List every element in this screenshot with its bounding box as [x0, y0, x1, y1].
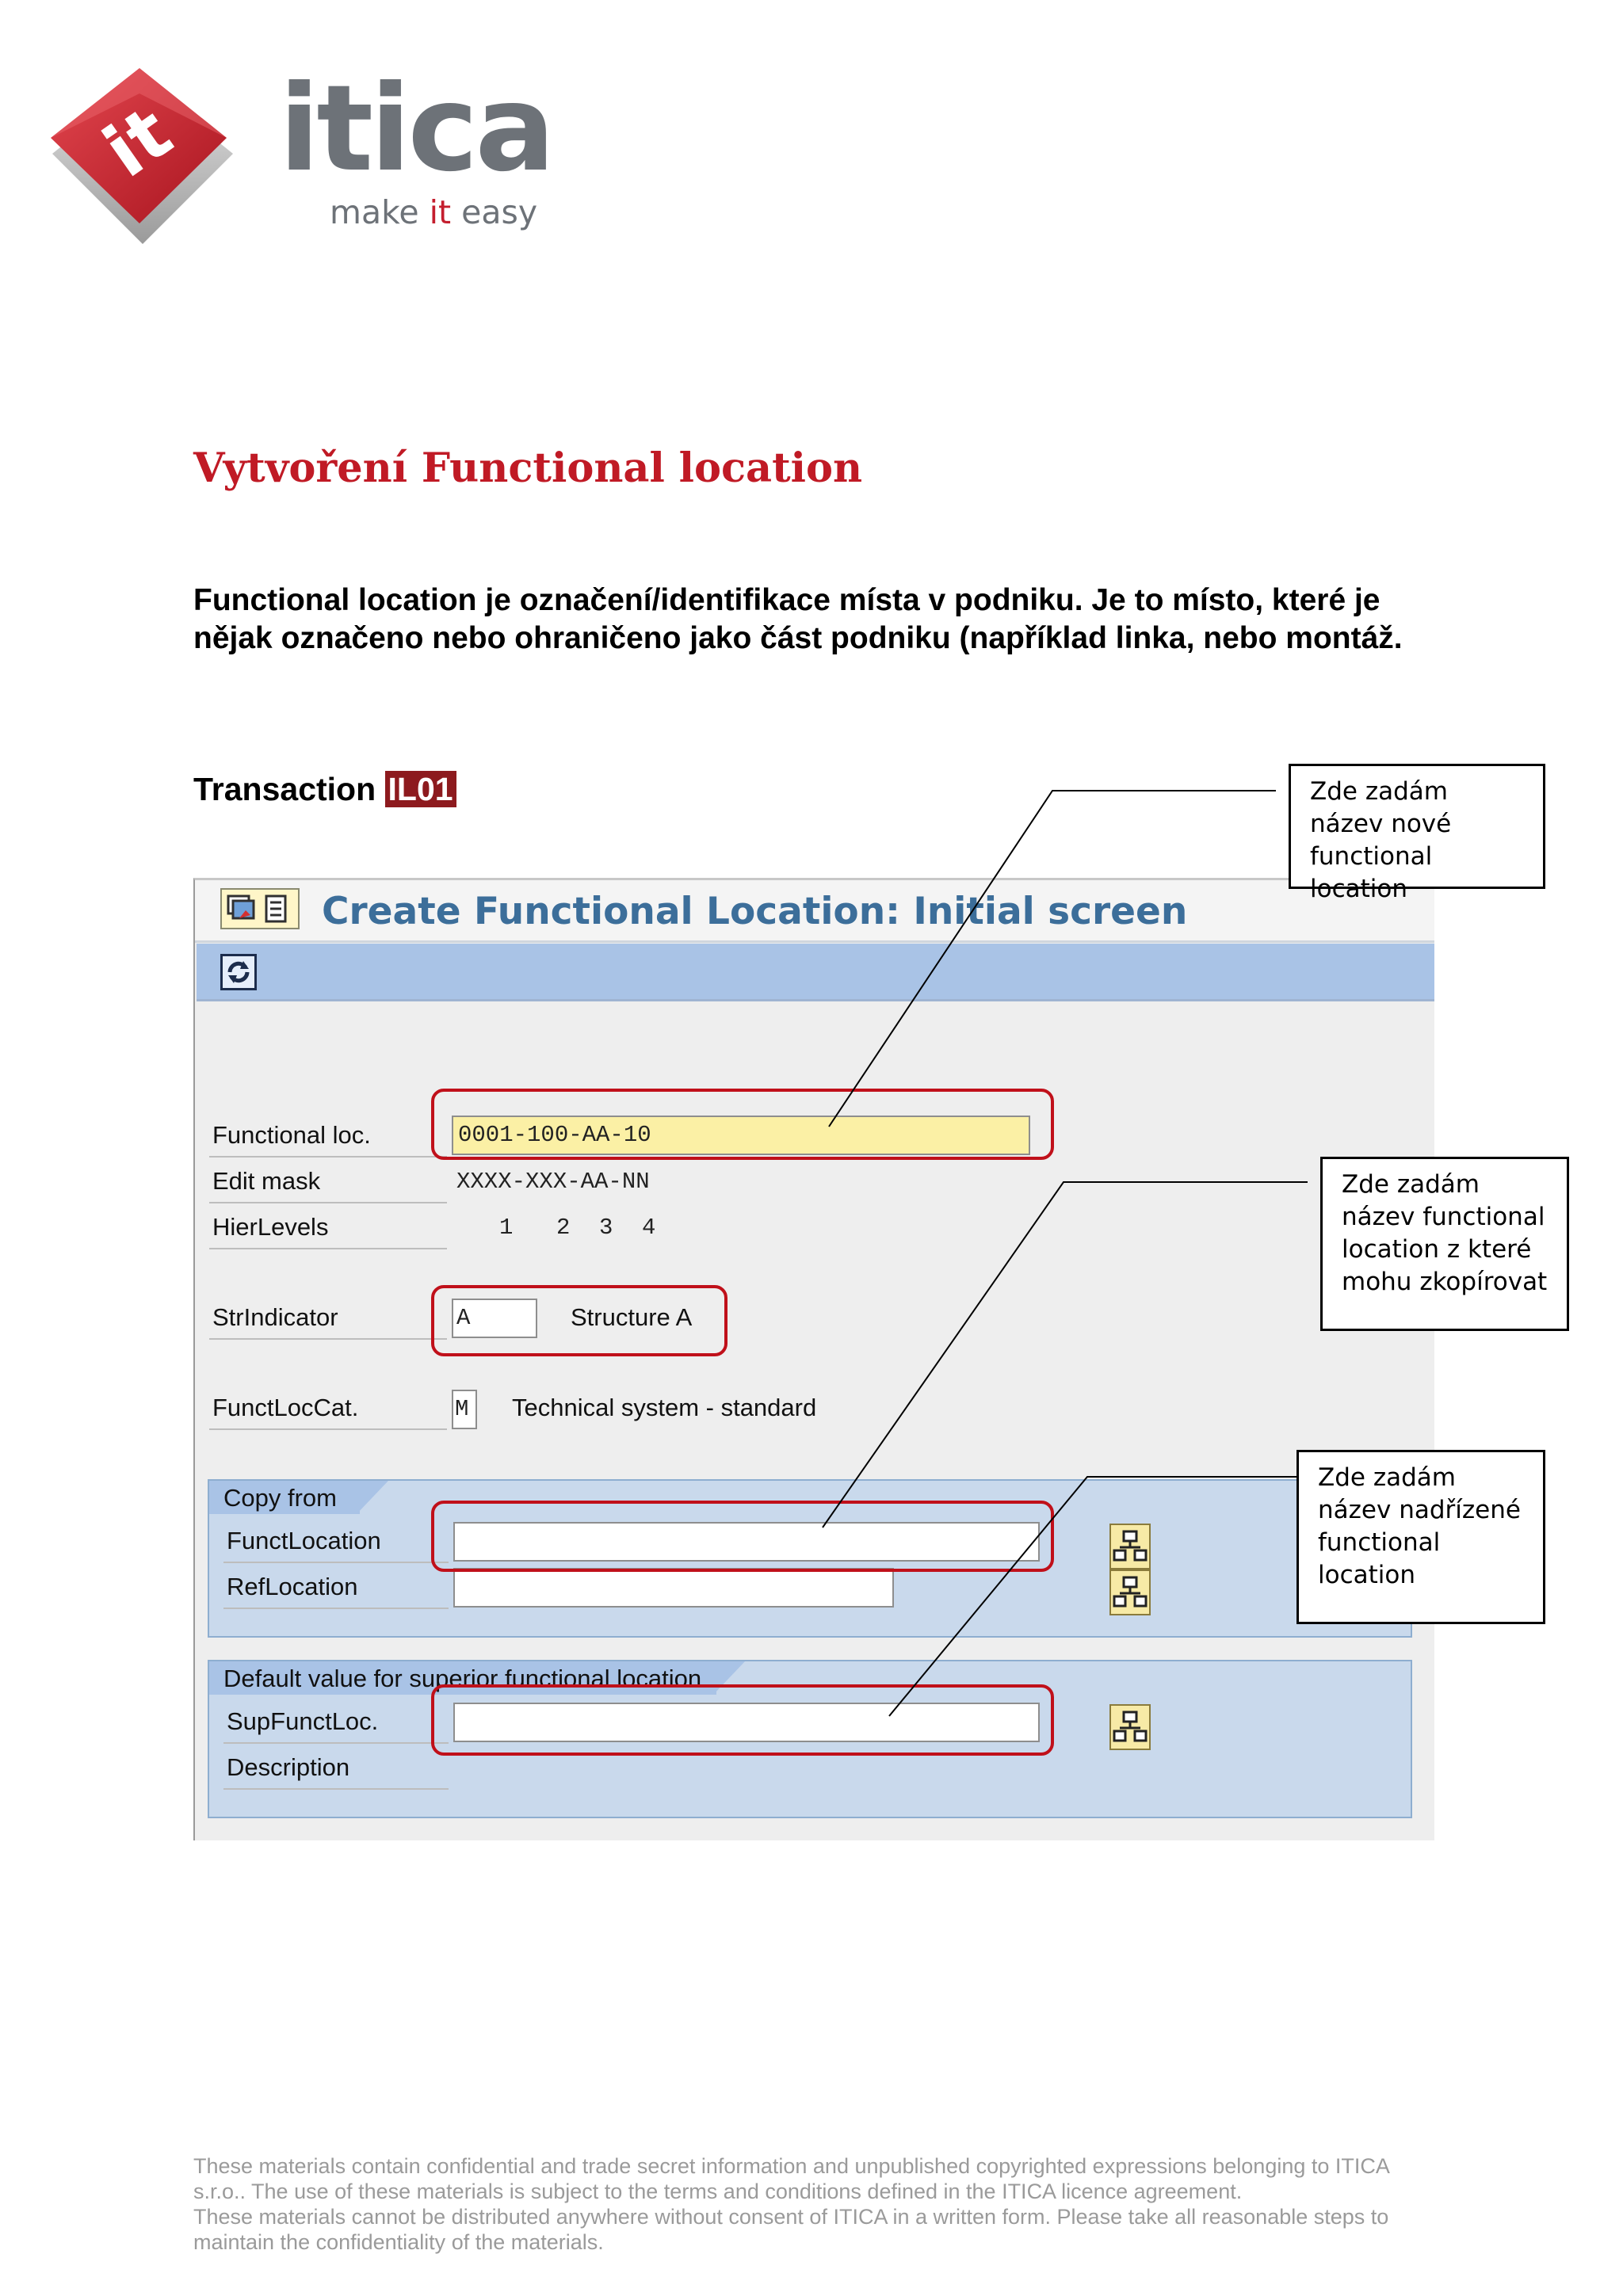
highlight-copy-from [433, 1502, 1052, 1570]
superior-group-title: Default value for superior functional location [223, 1665, 702, 1692]
callout-new-location: Zde zadám název nové functional location [1289, 764, 1545, 889]
funct-loc-cat-text: Technical system - standard [512, 1394, 817, 1421]
str-indicator-label: StrIndicator [212, 1303, 338, 1331]
hier-level-1: 1 [499, 1215, 514, 1241]
sup-funct-loc-label: SupFunctLoc. [227, 1707, 379, 1735]
footer-line-1: These materials contain confidential and trade secret information and unpublished copyrighted expressions belonging to ITICA s.r.o.. The use of these materials is subject to the terms and conditions defined in the ITICA licence agreement. [193, 2154, 1389, 2203]
leader-line-copy-location [823, 1182, 1308, 1527]
str-indicator-text: Structure A [571, 1303, 693, 1331]
funct-location-label: FunctLocation [227, 1527, 381, 1554]
highlight-superior [433, 1686, 1052, 1754]
confidentiality-footer [193, 2153, 1430, 2255]
highlight-functional-loc [433, 1090, 1052, 1158]
hier-level-4: 4 [642, 1215, 656, 1241]
tagline-start: make [330, 193, 430, 231]
str-indicator-value: A [456, 1305, 471, 1331]
description-label: Description [227, 1753, 350, 1781]
functional-loc-label: Functional loc. [212, 1121, 371, 1149]
copy-from-title: Copy from [223, 1484, 337, 1512]
sap-screen-title: Create Functional Location: Initial screen [322, 890, 1188, 933]
hier-level-2: 2 [556, 1215, 571, 1241]
functional-loc-value: 0001-100-AA-10 [458, 1122, 651, 1148]
hier-level-3: 3 [599, 1215, 613, 1241]
hier-levels-label: HierLevels [212, 1213, 329, 1241]
callout-copy-location: Zde zadám název functional location z které mohu zkopírovat [1320, 1157, 1569, 1331]
brand-name: itica [279, 60, 552, 198]
footer-line-2: These materials cannot be distributed anywhere without consent of ITICA in a written form. Please take all reasonable steps to maintain the confidentiality of the materials. [193, 2205, 1389, 2254]
logo-mark-text: it [89, 90, 187, 194]
document-title: Vytvoření Functional location [193, 444, 863, 492]
highlight-str-indicator [433, 1287, 726, 1355]
transaction-label: Transaction [193, 771, 376, 807]
tagline-accent: it [429, 193, 452, 231]
transaction-code: IL01 [385, 771, 456, 807]
tagline-end: easy [451, 193, 538, 231]
document-intro: Functional location je označení/identifikace místa v podniku. Je to místo, které je nějak označeno nebo ohraničeno jako část podniku (například linka, nebo montáž. [193, 583, 1403, 655]
ref-location-label: RefLocation [227, 1573, 358, 1600]
leader-line-new-location [829, 791, 1276, 1127]
callout-superior-location: Zde zadám název nadřízené functional location [1296, 1450, 1545, 1624]
edit-mask-label: Edit mask [212, 1167, 321, 1195]
funct-loc-cat-value: M [455, 1396, 469, 1422]
edit-mask-value: XXXX-XXX-AA-NN [456, 1169, 650, 1195]
leader-line-superior-location [889, 1477, 1298, 1716]
funct-loc-cat-label: FunctLocCat. [212, 1394, 359, 1421]
